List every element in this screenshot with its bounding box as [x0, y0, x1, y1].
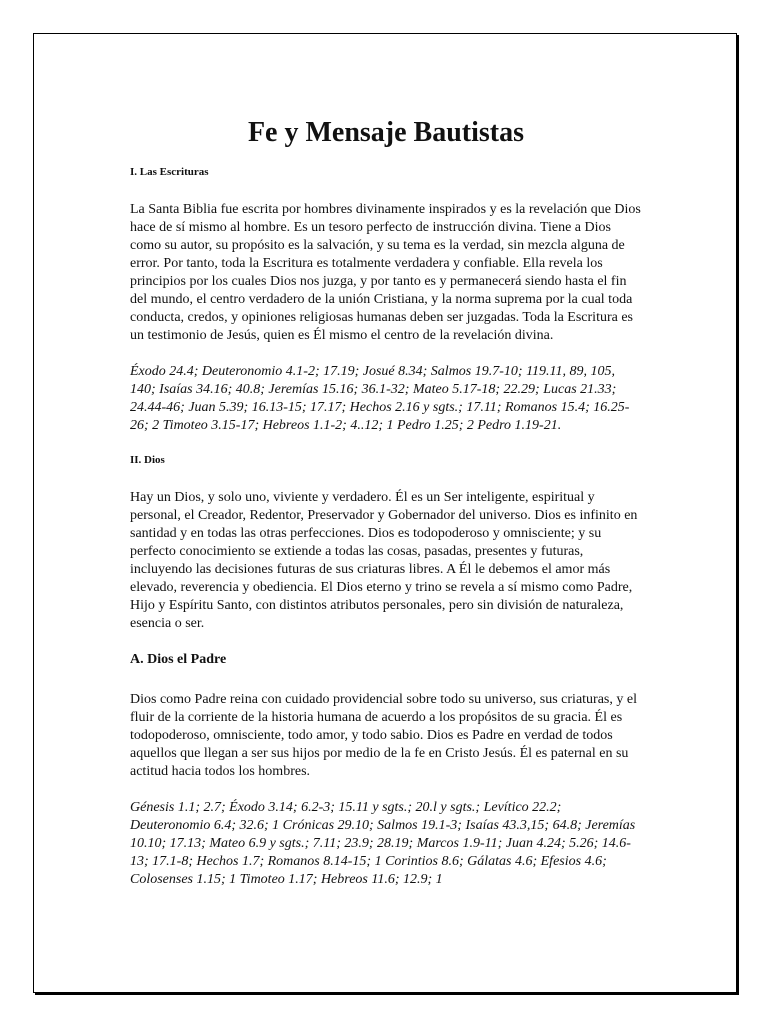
section-body-dios: Hay un Dios, y solo uno, viviente y verdadero. Él es un Ser inteligente, espiritual y personal, el Creador, Redentor, Preservador y Gobernador del universo. Dios es infinito en santidad y en todas las otras perfecciones. Dios es todopoderoso y omnisciente; y su perfecto conocimiento se extiende a todas las cosas, pasadas, presentes y futuras, incluyendo las decisiones futuras de sus criaturas libres. A Él le debemos el amor más elevado, reverencia y obediencia. El Dios eterno y trino se revela a sí mismo como Padre, Hijo y Espíritu Santo, con distintos atributos personales, pero sin división de naturaleza, esencia o ser. — [130, 490, 638, 631]
section-references-dios-padre: Génesis 1.1; 2.7; Éxodo 3.14; 6.2-3; 15.11 y sgts.; 20.l y sgts.; Levítico 22.2; Deuteronomio 6.4; 32.6; 1 Crónicas 29.10; Salmos 19.1-3; Isaías 43.3,15; 64.8; Jeremías 10.10; 17.13; Mateo 6.9 y sgts.; 7.11; 23.9; 28.19; Marcos 1.9-11; Juan 4.24; 5.26; 14.6-13; 17.1-8; Hechos 1.7; Romanos 8.14-15; 1 Corintios 8.6; Gálatas 4.6; Efesios 4.6; Colosenses 1.15; 1 Timoteo 1.17; Hebreos 11.6; 12.9; 1 — [130, 800, 636, 887]
document-title: Fe y Mensaje Bautistas — [247, 117, 525, 148]
section-heading-dios-padre: A. Dios el Padre — [130, 652, 227, 667]
document-content — [130, 116, 642, 907]
document-page — [33, 33, 737, 993]
section-body-escrituras: La Santa Biblia fue escrita por hombres divinamente inspirados y es la revelación que Dios hace de sí mismo al hombre. Es un tesoro perfecto de instrucción divina. Tiene a Dios como su autor, su propósito es la salvación, y su tema es la verdad, sin mezcla alguna de error. Por tanto, toda la Escritura es totalmente verdadera y confiable. Ella revela los principios por los cuales Dios nos juzga, y por tanto es y permanecerá siendo hasta el fin del mundo, el centro verdadero de la unión Cristiana, y la norma suprema por la cual toda conducta, credos, y opiniones religiosas humanas deben ser juzgadas. Toda la Escritura es un testimonio de Jesús, quien es Él mismo el centro de la revelación divina. — [130, 202, 641, 343]
section-heading-escrituras: I. Las Escrituras — [130, 166, 209, 178]
section-heading-dios: II. Dios — [130, 454, 165, 466]
section-body-dios-padre: Dios como Padre reina con cuidado providencial sobre todo su universo, sus criaturas, y el fluir de la corriente de la historia humana de acuerdo a los propósitos de su gracia. Él es todopoderoso, omnisciente, todo amor, y todo sabio. Dios es Padre en verdad de todos aquellos que llegan a ser sus hijos por medio de la fe en Cristo Jesús. Él es paternal en su actitud hacia todos los hombres. — [130, 692, 637, 779]
section-references-escrituras: Éxodo 24.4; Deuteronomio 4.1-2; 17.19; Josué 8.34; Salmos 19.7-10; 119.11, 89, 105, 140; Isaías 34.16; 40.8; Jeremías 15.16; 36.1-32; Mateo 5.17-18; 22.29; Lucas 21.33; 24.44-46; Juan 5.39; 16.13-15; 17.17; Hechos 2.16 y sgts.; 17.11; Romanos 15.4; 16.25-26; 2 Timoteo 3.15-17; Hebreos 1.1-2; 4..12; 1 Pedro 1.25; 2 Pedro 1.19-21. — [130, 364, 630, 433]
